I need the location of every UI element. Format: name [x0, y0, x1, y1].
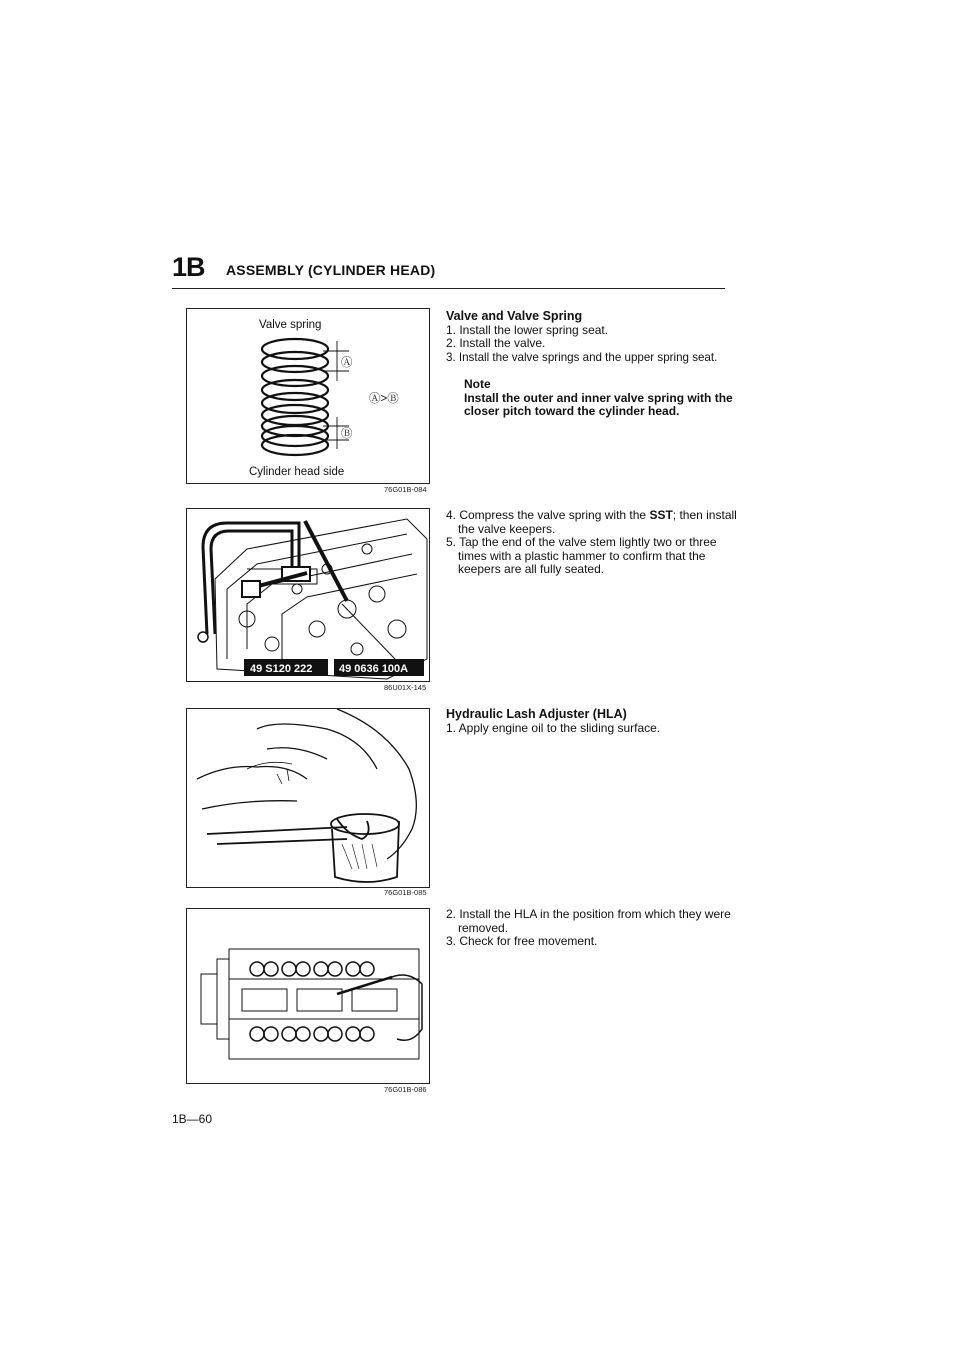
step-3: 3. Install the valve springs and the upper spring seat. [446, 350, 718, 364]
sst-number-2: 49 0636 100A [339, 663, 409, 675]
hla-install-section [446, 908, 746, 949]
note-text: Install the outer and inner valve spring with the closer pitch toward the cylinder head. [464, 390, 733, 418]
hla-oiling-illustration [187, 709, 429, 887]
label-a: Ⓐ [341, 357, 353, 369]
label-b: Ⓑ [341, 428, 353, 440]
hla-section [446, 708, 746, 735]
figure-hla-oiling [186, 708, 430, 888]
label-cylinder-head-side: Cylinder head side [249, 466, 345, 478]
figure-caption: 76G01B-084 [384, 485, 427, 494]
step-hla-1: 1. Apply engine oil to the sliding surface. [446, 720, 661, 735]
step-2: 2. Install the valve. [446, 336, 546, 350]
step-5: 5. Tap the end of the valve stem lightly two or three times with a plastic hammer to confirm that the keepers are all fully seated. [446, 535, 717, 576]
label-valve-spring: Valve spring [259, 319, 322, 331]
section-title: ASSEMBLY (CYLINDER HEAD) [226, 262, 436, 278]
section-code: 1B [172, 252, 205, 282]
spring-compressor-illustration [187, 509, 429, 681]
figure-valve-spring [186, 308, 430, 484]
heading-hla: Hydraulic Lash Adjuster (HLA) [446, 707, 627, 721]
heading-valve-spring: Valve and Valve Spring [446, 309, 583, 323]
figure-hla-installation [186, 908, 430, 1084]
sst-number-1: 49 S120 222 [250, 663, 313, 675]
figure-caption: 76G01B-085 [384, 888, 427, 897]
page-number: 1B—60 [172, 1112, 213, 1126]
compress-spring-section [446, 509, 746, 577]
valve-spring-illustration [187, 309, 429, 483]
cylinder-head-illustration [187, 909, 429, 1083]
figure-caption: 76G01B-086 [384, 1085, 427, 1094]
step-4: 4. Compress the valve spring with the SST; then install the valve keepers. [446, 508, 737, 536]
figure-caption: 86U01X-145 [384, 683, 427, 692]
step-1: 1. Install the lower spring seat. [446, 322, 609, 337]
figure-valve-spring-compressor [186, 508, 430, 682]
note-block [464, 378, 746, 419]
page-header [172, 252, 725, 289]
step-hla-3: 3. Check for free movement. [446, 934, 598, 948]
sst-term: SST [649, 508, 673, 522]
label-a-greater-b: Ⓐ>Ⓑ [369, 393, 399, 405]
valve-spring-section [446, 310, 746, 419]
step-hla-2: 2. Install the HLA in the position from which they were removed. [446, 907, 731, 935]
note-title: Note [464, 377, 491, 391]
